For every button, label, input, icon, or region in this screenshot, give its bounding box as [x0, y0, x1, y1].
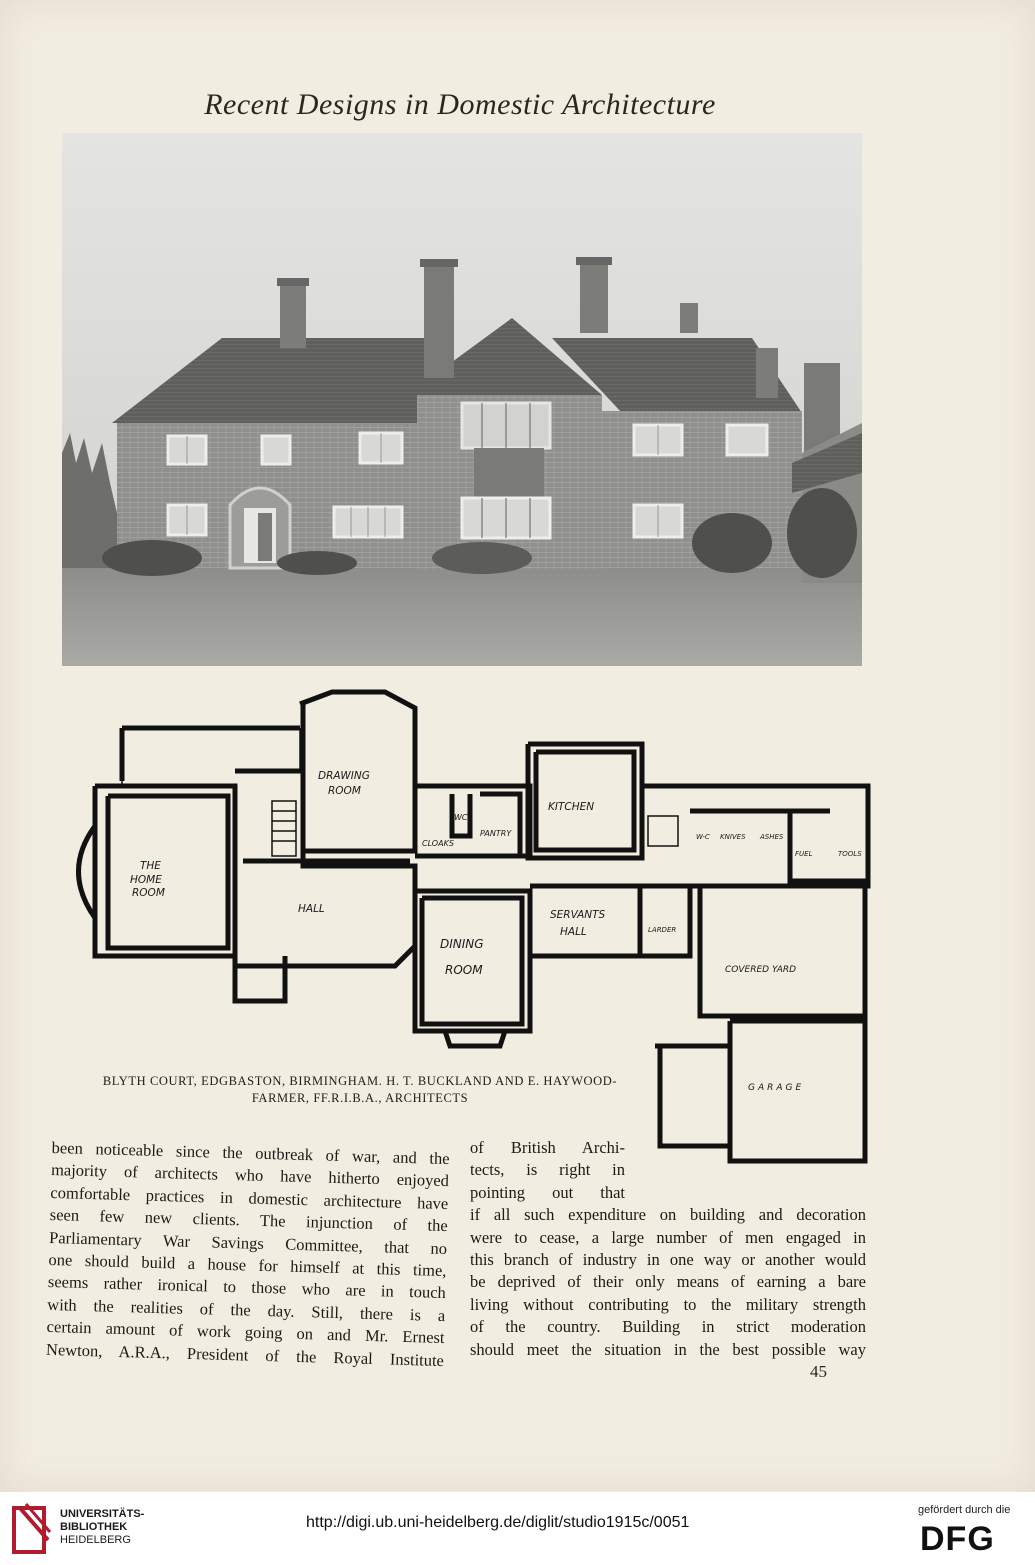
caption-line-1: BLYTH COURT, EDGBASTON, BIRMINGHAM. H. T. BUCKLAND AND E. HAYWOOD-	[102, 1074, 618, 1088]
label-tools: TOOLS	[838, 850, 862, 858]
text-line: if all such expenditure on building and decoration	[470, 1205, 866, 1225]
chimney	[280, 283, 306, 348]
dfg-logo: DFG	[920, 1520, 995, 1558]
chimney	[580, 261, 608, 333]
body-column-right	[470, 1137, 866, 1361]
label-drawing-room: DRAWING	[318, 770, 370, 782]
lawn	[62, 568, 862, 666]
text-line: majority of architects who have hitherto enjoyed	[50, 1160, 450, 1191]
text-line: seen few new clients. The injunction of the	[49, 1205, 448, 1236]
library-name: UNIVERSITÄTS- BIBLIOTHEK HEIDELBERG	[60, 1508, 145, 1546]
label-dining-2: ROOM	[445, 963, 483, 977]
caption-line-2: FARMER, FF.R.I.B.A., ARCHITECTS	[251, 1091, 469, 1105]
permalink-url[interactable]: http://digi.ub.uni-heidelberg.de/diglit/studio1915c/0051	[306, 1514, 690, 1531]
page-number: 45	[810, 1362, 827, 1381]
text-line: Newton, A.R.A., President of the Royal Institute	[45, 1339, 445, 1370]
text-line: seems rather ironical to those who are in touch	[47, 1272, 447, 1303]
figure-caption	[60, 1073, 660, 1107]
text-line: comfortable practices in domestic architecture have	[50, 1182, 449, 1213]
label-larder: LARDER	[648, 926, 677, 934]
label-pantry: PANTRY	[480, 829, 512, 838]
label-servants-hall-2: HALL	[560, 926, 587, 938]
label-drawing-room-2: ROOM	[328, 785, 361, 797]
label-covered-yard: COVERED YARD	[725, 965, 797, 975]
house-exterior-photo	[62, 133, 862, 666]
text-line: this branch of industry in one way or another would	[470, 1250, 866, 1270]
label-kitchen: KITCHEN	[548, 801, 595, 813]
text-line: tects, is right in	[470, 1160, 625, 1180]
text-line: one should build a house for himself at this time,	[48, 1249, 447, 1281]
text-line: of the country. Building in strict moderation	[470, 1317, 866, 1337]
label-ashes: ASHES	[760, 833, 784, 841]
label-fuel: FUEL	[795, 850, 813, 858]
text-line: living without contributing to the military strength	[470, 1294, 866, 1314]
text-line: certain amount of work going on and Mr. Ernest	[46, 1317, 445, 1348]
label-knives: KNIVES	[720, 833, 746, 841]
text-line: should meet the situation in the best possible way	[470, 1339, 866, 1359]
text-line: of British Archi-	[470, 1138, 625, 1157]
text-line: be deprived of their only means of earning a bare	[470, 1272, 866, 1292]
text-line: Parliamentary War Savings Committee, that no	[48, 1227, 448, 1258]
label-wc: WC	[454, 813, 468, 822]
funded-by-label: gefördert durch die	[918, 1504, 1011, 1516]
running-title: Recent Designs in Domestic Architecture	[204, 88, 716, 121]
text-line: pointing out that	[470, 1182, 625, 1202]
label-home-room-2: HOME	[130, 874, 162, 886]
label-home-room-3: ROOM	[132, 887, 165, 899]
label-garage: GARAGE	[748, 1083, 805, 1093]
label-home-room-1: THE	[140, 860, 161, 872]
label-dining: DINING	[440, 937, 484, 951]
text-line: with the realities of the day. Still, there is a	[47, 1294, 446, 1325]
label-cloaks: CLOAKS	[422, 839, 454, 848]
label-hall: HALL	[298, 903, 325, 915]
chimney	[424, 263, 454, 378]
label-wc-2: W-C	[696, 833, 710, 841]
library-logo-icon	[12, 1502, 52, 1556]
text-line: were to cease, a large number of men engaged in	[470, 1227, 866, 1247]
body-column-left	[46, 1137, 450, 1372]
text-line: been noticeable since the outbreak of war, and the	[51, 1137, 450, 1169]
label-servants-hall: SERVANTS	[550, 909, 606, 921]
digitization-footer	[0, 1492, 1035, 1565]
